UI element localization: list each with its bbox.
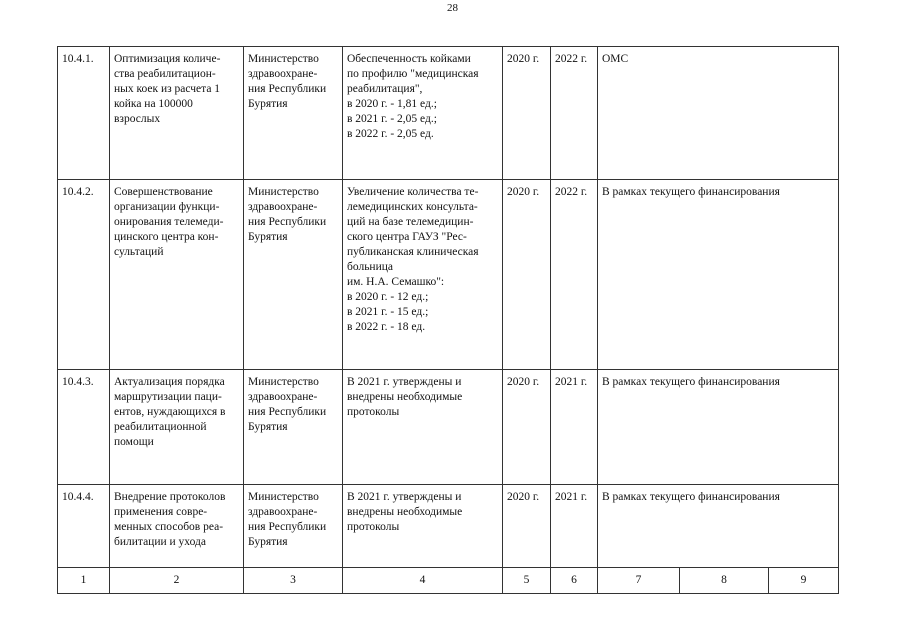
- column-number: 3: [244, 568, 343, 594]
- end-year: 2022 г.: [551, 47, 598, 180]
- executor: Министерство здравоохране- ния Республики Бурятия: [244, 370, 343, 485]
- indicator: В 2021 г. утверждены и внедрены необходимые протоколы: [343, 370, 503, 485]
- measure-name: Актуализация порядка маршрутизации паци- ентов, нуждающихся в реабилитационной помощи: [110, 370, 244, 485]
- financing-source: В рамках текущего финансирования: [598, 370, 839, 485]
- measures-table: [57, 46, 839, 594]
- end-year: 2021 г.: [551, 485, 598, 568]
- start-year: 2020 г.: [503, 370, 551, 485]
- table-row: [58, 485, 839, 568]
- start-year: 2020 г.: [503, 47, 551, 180]
- indicator: Обеспеченность койками по профилю "медицинская реабилитация", в 2020 г. - 1,81 ед.; в 2021 г. - 2,05 ед.; в 2022 г. - 2,05 ед.: [343, 47, 503, 180]
- measure-name: Внедрение протоколов применения совре- менных способов реа- билитации и ухода: [110, 485, 244, 568]
- column-number: 6: [551, 568, 598, 594]
- indicator: В 2021 г. утверждены и внедрены необходимые протоколы: [343, 485, 503, 568]
- column-numbers-row: [58, 568, 839, 594]
- row-number: 10.4.2.: [58, 180, 110, 370]
- executor: Министерство здравоохране- ния Республики Бурятия: [244, 180, 343, 370]
- financing-source: В рамках текущего финансирования: [598, 485, 839, 568]
- measure-name: Совершенствование организации функци- онирования телемеди- цинского центра кон- сультаций: [110, 180, 244, 370]
- executor: Министерство здравоохране- ния Республики Бурятия: [244, 47, 343, 180]
- row-number: 10.4.1.: [58, 47, 110, 180]
- executor: Министерство здравоохране- ния Республики Бурятия: [244, 485, 343, 568]
- start-year: 2020 г.: [503, 485, 551, 568]
- column-number: 5: [503, 568, 551, 594]
- start-year: 2020 г.: [503, 180, 551, 370]
- column-number: 8: [680, 568, 769, 594]
- end-year: 2022 г.: [551, 180, 598, 370]
- table-row: [58, 370, 839, 485]
- column-number: 1: [58, 568, 110, 594]
- table-row: [58, 180, 839, 370]
- row-number: 10.4.3.: [58, 370, 110, 485]
- end-year: 2021 г.: [551, 370, 598, 485]
- financing-source: В рамках текущего финансирования: [598, 180, 839, 370]
- column-number: 7: [598, 568, 680, 594]
- page-number: 28: [447, 2, 458, 14]
- indicator: Увеличение количества те- лемедицинских консульта- ций на базе телемедицин- ского центра ГАУЗ "Рес- публиканская клиническая больница им. Н.А. Семашко": в 2020 г. - 12 ед.; в 2021 г. - 15 ед.; в 2022 г. - 18 ед.: [343, 180, 503, 370]
- financing-source: ОМС: [598, 47, 839, 180]
- column-number: 4: [343, 568, 503, 594]
- measure-name: Оптимизация количе- ства реабилитацион- ных коек из расчета 1 койка на 100000 взрослых: [110, 47, 244, 180]
- column-number: 2: [110, 568, 244, 594]
- column-number: 9: [769, 568, 839, 594]
- table-row: [58, 47, 839, 180]
- row-number: 10.4.4.: [58, 485, 110, 568]
